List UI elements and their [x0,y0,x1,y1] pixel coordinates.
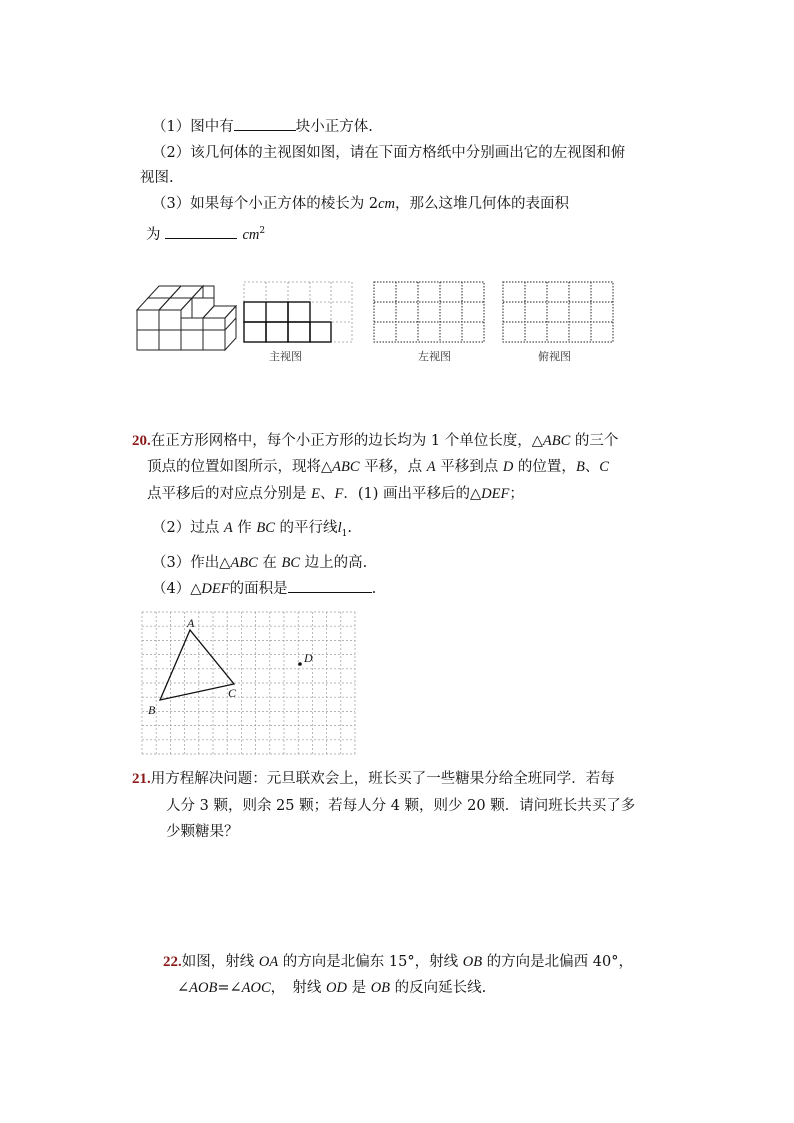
caption-left-view: 左视图 [418,350,451,363]
q22-text: =∠ [217,980,242,996]
q20-text: （2）过点 [152,520,224,536]
square-grid [142,612,355,754]
line-label: l [337,520,342,536]
q20-text: （4） [152,581,191,597]
ray-label: OB [462,954,483,970]
q20-text: 平移，点 [359,459,427,475]
q20-text: 顶点的位置如图所示，现将 [147,459,321,475]
point-label: E [311,486,320,502]
question-number: 22. [163,954,182,970]
q19-part1-text: （1）图中有 [152,119,234,135]
q21-text: 用方程解决问题：元旦联欢会上，班长买了一些糖果分给全班同学．若每 [150,771,615,787]
q19-part3-prefix: 为 [146,226,161,243]
q22-text: ， 射线 [270,980,327,996]
label-b-text: B [148,703,156,717]
q21-line3: 少颗糖果？ [166,824,239,840]
q20-text: ．(1) 画出平移后的 [343,486,470,502]
q22-text: 的方向是北偏西 40°， [482,954,633,970]
point-label: F [334,486,344,502]
q20-text: 的三个 [570,433,619,449]
q19-part3-text: （3）如果每个小正方体的棱长为 2 [152,196,379,212]
q20-text: 的面积是 [229,581,288,597]
unit-superscript: 2 [259,226,266,236]
q20-text: 作 [232,520,257,536]
angle-name: AOC [241,980,271,996]
triangle-symbol: △ [190,581,202,597]
q19-part2: （2）该几何体的主视图如图，请在下面方格纸中分别画出它的左视图和俯 [152,145,626,161]
q19-part2-cont: 视图. [140,170,174,186]
point-label: A [223,520,233,536]
q21-line1 [132,769,615,789]
q20-text: . [347,520,352,536]
label-a-text: A [187,616,195,630]
triangle-name: ABC [542,433,571,449]
q20-text: ； [509,486,524,502]
q22-text: 如图，射线 [181,954,259,970]
triangle-name: ABC [332,459,360,475]
q19-part3-text-end: ，那么这堆几何体的表面积 [394,196,569,212]
q22-text: 的反向延长线. [390,980,487,996]
q20-text: 平移到点 [435,459,503,475]
point-label: C [599,459,609,475]
triangle-name: DEF [481,486,510,502]
triangle-symbol: △ [321,459,333,475]
q20-text: 边上的高. [300,555,368,571]
q20-text: 点平移后的对应点分别是 [147,486,312,502]
unit-cm2: cm [242,226,260,243]
caption-top-view: 俯视图 [538,350,571,363]
ray-label: OA [258,954,279,970]
q20-text: 的位置， [513,459,576,475]
angle-symbol: ∠ [177,980,190,996]
q20-text: 、 [319,486,335,502]
caption-front-view: 主视图 [269,350,302,363]
point-label: A [426,459,436,475]
unit-cm: cm [378,196,395,212]
angle-name: AOB [189,980,218,996]
q20-text: 在 [257,555,282,571]
q20-text: 、 [584,459,600,475]
question-number: 20. [132,433,151,449]
triangle-symbol: △ [469,486,482,502]
label-c [228,683,236,703]
q20-text: 的平行线 [274,520,338,536]
q21-line2: 人分 3 颗，则余 25 颗；若每人分 4 颗，则少 20 颗．请问班长共买了多 [166,798,636,814]
q22-line2 [177,978,486,998]
point-d [298,662,302,666]
q22-text: 是 [346,980,371,996]
label-c-text: C [228,686,237,700]
q20-text: . [371,581,377,597]
segment-label: BC [256,520,275,536]
ray-label: OD [326,980,347,996]
q22-text: 的方向是北偏东 15°，射线 [278,954,463,970]
triangle-name: DEF [201,581,230,597]
label-d [304,648,313,668]
label-b [148,700,155,720]
question-number: 21. [132,771,151,787]
ray-label: OB [370,980,391,996]
q19-part1-text-end: 块小正方体. [295,119,373,135]
label-d-text: D [304,651,313,665]
segment-label: BC [281,555,301,571]
q22-line1 [163,952,633,972]
triangle-symbol: △ [531,433,543,449]
point-label: D [502,459,514,475]
line-subscript: 1 [341,528,348,539]
q20-text: （3）作出 [152,555,220,571]
triangle-symbol: △ [219,555,231,571]
triangle-name: ABC [230,555,258,571]
point-label: B [575,459,585,475]
q20-text: 在正方形网格中，每个小正方形的边长均为 1 个单位长度， [150,433,532,449]
label-a [187,613,194,633]
